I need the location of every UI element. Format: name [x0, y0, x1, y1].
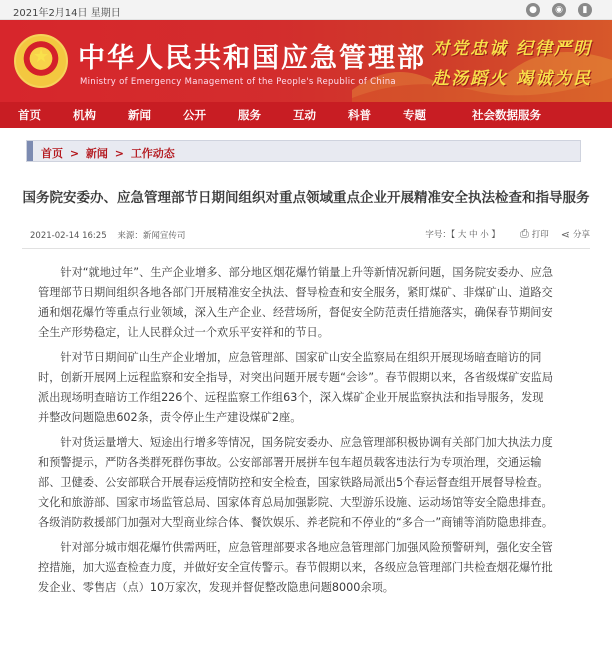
nav-item-organization[interactable]: 机构 [73, 108, 96, 122]
spacer [0, 128, 612, 140]
article-title: 国务院安委办、应急管理部节日期间组织对重点领域重点企业开展精准安全执法检查和指导服务 [22, 190, 590, 206]
nav-item-home[interactable]: 首页 [18, 108, 41, 122]
article-meta [30, 226, 590, 242]
breadcrumb-news[interactable]: 新闻 [85, 147, 108, 160]
nav-item-public[interactable]: 公开 [183, 108, 206, 122]
share-label: 分享 [572, 230, 590, 240]
breadcrumb [26, 140, 581, 162]
divider [22, 248, 590, 249]
current-date: 2021年2月14日 星期日 [13, 8, 121, 19]
site-banner [0, 20, 612, 102]
share-button[interactable] [561, 228, 590, 241]
breadcrumb-trail [41, 145, 175, 161]
breadcrumb-separator: > [114, 147, 124, 160]
top-bar [0, 0, 612, 20]
breadcrumb-current[interactable]: 工作动态 [130, 147, 175, 160]
printer-icon: ⎙ [519, 227, 529, 240]
nav-item-service[interactable]: 服务 [238, 108, 261, 122]
site-subtitle: Ministry of Emergency Management of the People's Republic of China [80, 77, 396, 87]
article-source: 来源：新闻宣传司 [117, 231, 186, 241]
article-meta-left [30, 229, 185, 241]
national-emblem-logo[interactable]: ★ [14, 34, 68, 88]
main-nav [0, 102, 612, 128]
nav-item-science[interactable]: 科普 [348, 108, 371, 122]
site-title[interactable]: 中华人民共和国应急管理部 [78, 43, 426, 74]
article-tools [425, 227, 590, 241]
social-icons [526, 3, 592, 17]
nav-item-interaction[interactable]: 互动 [293, 108, 316, 122]
slogan-line-2: 赴汤蹈火 竭诚为民 [432, 69, 592, 89]
print-label: 打印 [531, 230, 549, 240]
font-size-selector[interactable]: 字号：【 大 中 小 】 [425, 230, 500, 240]
print-button[interactable] [520, 227, 549, 241]
article-body [38, 263, 554, 598]
nav-item-topics[interactable]: 专题 [403, 108, 426, 122]
nav-item-news[interactable]: 新闻 [128, 108, 151, 122]
slogan-line-1: 对党忠诚 纪律严明 [432, 39, 592, 59]
article-paragraph: 针对部分城市烟花爆竹供需两旺，应急管理部要求各地应急管理部门加强风险预警研判，强化安全管控措施，加大巡查检查力度，并做好安全宣传警示。春节假期以来，各级应急管理部门共检查烟花爆竹批发企业、零售店（点）10万家次，发现并督促整改隐患问题8000余项。 [38, 541, 553, 594]
breadcrumb-separator: > [69, 147, 80, 160]
nav-item-social-data[interactable]: 社会数据服务 [472, 108, 541, 122]
phone-icon[interactable]: ▮ [578, 3, 592, 17]
article-paragraph: 针对货运量增大、短途出行增多等情况，国务院安委办、应急管理部积极协调有关部门加大执法力度和预警提示，严防各类群死群伤事故。公安部部署开展拼车包车超员载客违法行为专项治理，交通运输部、卫健委、公安部联合开展春运疫情防控和安全检查，国家铁路局派出5个春运督查组开展督导检查。文化和旅游部、国家市场监管总局、国家体育总局加强影院、大型游乐设施、运动场馆等安全隐患排查。各级消防救援部门加强对大型商业综合体、餐饮娱乐、养老院和不停业的“多合一”商铺等消防隐患排查。 [38, 436, 554, 529]
wechat-icon[interactable]: ● [526, 3, 540, 17]
article-paragraph: 针对“就地过年”、生产企业增多、部分地区烟花爆竹销量上升等新情况新问题，国务院安委办、应急管理部节日期间组织各地各部门开展精准安全执法、督导检查和安全服务，紧盯煤矿、非煤矿山、道路交通和烟花爆竹等重点行业领域，深入生产企业、经营场所，督促安全防范责任措施落实，确保春节期间安全生产形势稳定，让人民群众过一个欢乐平安祥和的节日。 [38, 266, 554, 339]
article-date: 2021-02-14 16:25 [30, 231, 107, 241]
share-icon: ⋖ [560, 227, 570, 241]
article-paragraph: 针对节日期间矿山生产企业增加，应急管理部、国家矿山安全监察局在组织开展现场暗查暗访的同时，创新开展网上远程监察和安全指导，对突出问题开展专题“会诊”。春节假期以来，各省级煤矿安监局派出现场明查暗访工作组226个、远程监察工作组63个，深入煤矿企业开展监察执法和指导服务，发现并整改问题隐患602条，责令停止生产建设煤矿2座。 [38, 351, 554, 424]
breadcrumb-accent [27, 141, 33, 161]
breadcrumb-home[interactable]: 首页 [41, 147, 63, 160]
weibo-icon[interactable]: ◉ [552, 3, 566, 17]
